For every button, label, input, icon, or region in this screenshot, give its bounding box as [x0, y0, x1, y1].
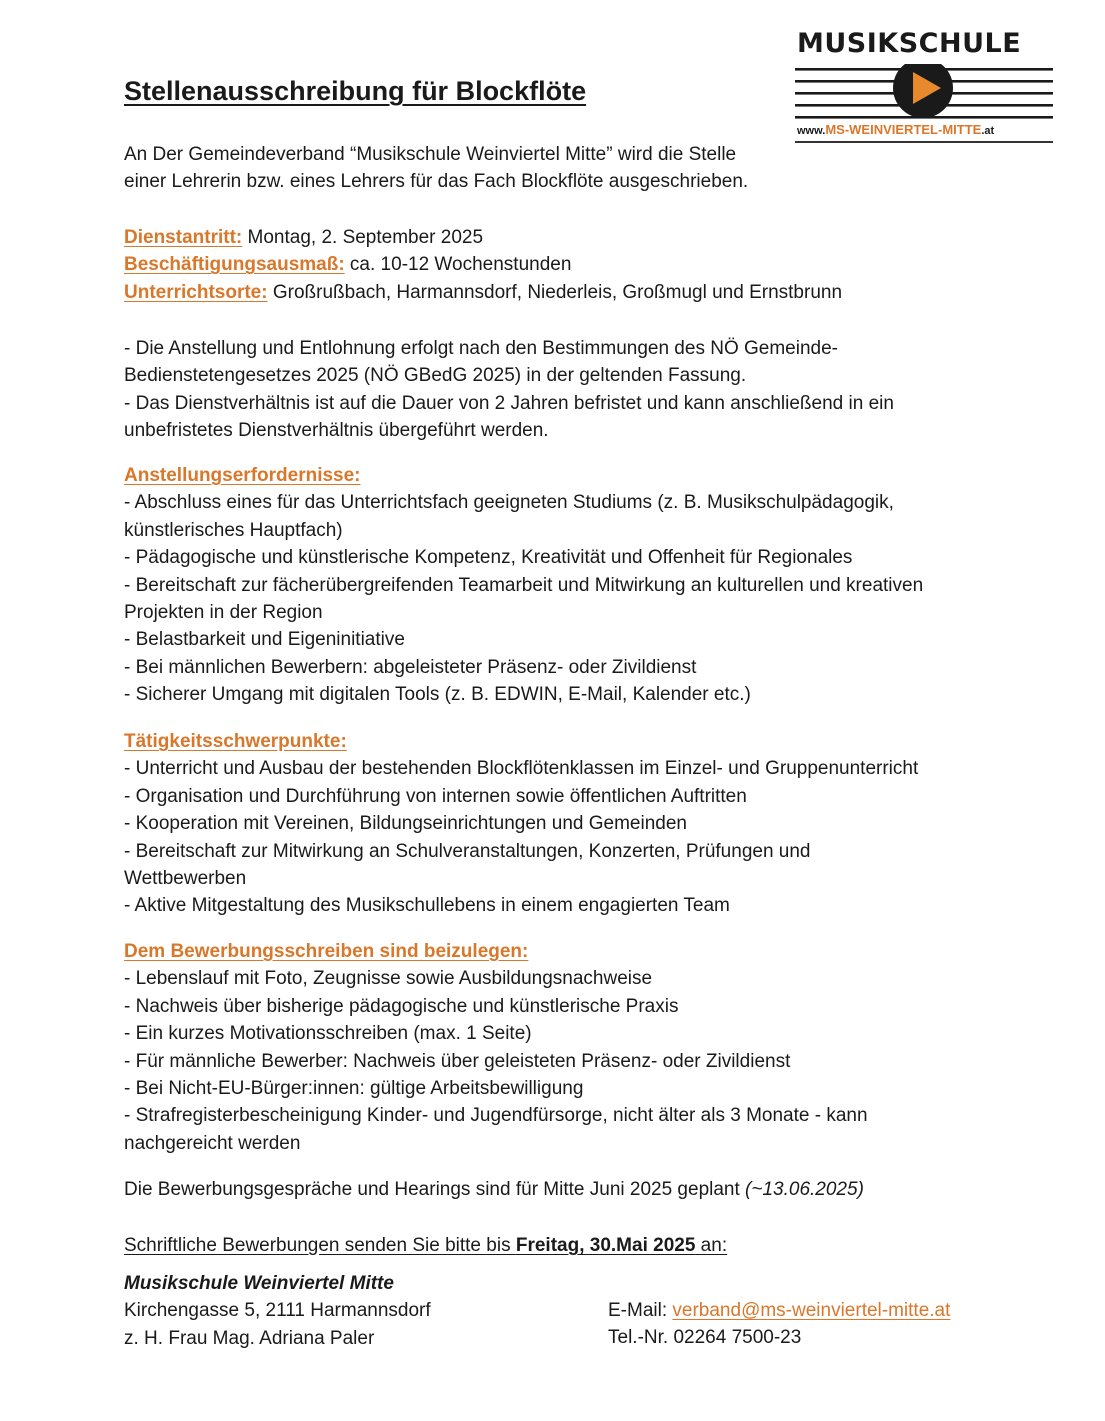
deadline-line [124, 1232, 1024, 1259]
deadline-suffix: an: [695, 1235, 728, 1256]
list-item: - Unterricht und Ausbau der bestehenden Blockflötenklassen im Einzel- und Gruppenunterricht [124, 758, 919, 780]
list-item: - Bei männlichen Bewerbern: abgeleisteter Präsenz- oder Zivildienst [124, 656, 697, 678]
fact-value: Großrußbach, Harmannsdorf, Niederleis, Großmugl und Ernstbrunn [267, 281, 843, 303]
intro-line: einer Lehrerin bzw. eines Lehrers für das Fach Blockflöte ausgeschrieben. [124, 171, 749, 193]
list-item: - Organisation und Durchführung von internen sowie öffentlichen Auftritten [124, 785, 747, 807]
list-item: Projekten in der Region [124, 602, 323, 624]
fact-label: Unterrichtsorte: [124, 281, 268, 303]
logo-wordmark: MUSIKSCHULE [797, 28, 1022, 59]
email-link[interactable]: verband@ms-weinviertel-mitte.at [672, 1300, 951, 1321]
interviews-text: Die Bewerbungsgespräche und Hearings sind für Mitte Juni 2025 geplant [124, 1179, 746, 1200]
list-item: - Belastbarkeit und Eigeninitiative [124, 629, 405, 651]
list-item: - Strafregisterbescheinigung Kinder- und Jugendfürsorge, nicht älter als 3 Monate - kann [124, 1105, 868, 1127]
intro-paragraph [124, 141, 1024, 196]
list-item: - Lebenslauf mit Foto, Zeugnisse sowie Ausbildungsnachweise [124, 968, 653, 990]
fact-label: Dienstantritt: [124, 227, 243, 248]
musikschule-logo [793, 28, 1055, 146]
contact-address [124, 1270, 584, 1352]
email-label: E-Mail: [608, 1300, 673, 1321]
list-item: Wettbewerben [124, 868, 247, 890]
condition-line: Bedienstetengesetzes 2025 (NÖ GBedG 2025) in der geltenden Fassung. [124, 365, 747, 387]
condition-line: - Die Anstellung und Entlohnung erfolgt nach den Bestimmungen des NÖ Gemeinde- [124, 338, 838, 359]
list-item: - Sicherer Umgang mit digitalen Tools (z. B. EDWIN, E-Mail, Kalender etc.) [124, 684, 751, 706]
logo-url [797, 122, 994, 137]
contact-phone: Tel.-Nr. 02264 7500-23 [608, 1327, 802, 1349]
attachments-section [124, 938, 1024, 1157]
list-item: künstlerisches Hauptfach) [124, 519, 343, 541]
logo-url-prefix: www. [797, 125, 826, 137]
fact-label: Beschäftigungsausmaß: [124, 254, 345, 276]
fact-locations [124, 279, 1024, 306]
section-heading: Dem Bewerbungsschreiben sind beizulegen: [124, 941, 529, 962]
section-heading: Tätigkeitsschwerpunkte: [124, 731, 347, 752]
fact-value: ca. 10-12 Wochenstunden [344, 254, 572, 276]
list-item: nachgereicht werden [124, 1132, 301, 1154]
fact-value: Montag, 2. September 2025 [242, 227, 484, 248]
interviews-date-note: (~13.06.2025) [745, 1179, 864, 1200]
list-item: - Pädagogische und künstlerische Kompetenz, Kreativität und Offenheit für Regionales [124, 547, 853, 569]
play-icon [893, 64, 953, 118]
facts-block [124, 224, 1024, 306]
page-title: Stellenausschreibung für Blockflöte [124, 76, 587, 106]
intro-line: An Der Gemeindeverband “Musikschule Weinviertel Mitte” wird die Stelle [124, 144, 737, 165]
list-item: - Bereitschaft zur fächerübergreifenden Teamarbeit und Mitwirkung an kulturellen und kreativen [124, 574, 924, 596]
fact-start-date [124, 224, 1024, 251]
deadline-text [124, 1232, 1024, 1259]
logo-url-suffix: .at [981, 125, 995, 137]
deadline-prefix: Schriftliche Bewerbungen senden Sie bitte bis [124, 1235, 516, 1256]
contact-email-line [608, 1297, 950, 1324]
fact-hours [124, 251, 1024, 278]
list-item: - Abschluss eines für das Unterrichtsfach geeigneten Studiums (z. B. Musikschulpädagogik, [124, 492, 894, 514]
section-heading: Anstellungserfordernisse: [124, 465, 361, 486]
list-item: - Bei Nicht-EU-Bürger:innen: gültige Arbeitsbewilligung [124, 1078, 584, 1100]
condition-line: - Das Dienstverhältnis ist auf die Dauer von 2 Jahren befristet und kann anschließend in ein [124, 392, 894, 414]
logo-staff-lines [795, 64, 1053, 130]
list-item: - Aktive Mitgestaltung des Musikschullebens in einem engagierten Team [124, 895, 730, 917]
logo-url-main: MS-WEINVIERTEL-MITTE [825, 122, 982, 137]
deadline-date: Freitag, 30.Mai 2025 [515, 1235, 696, 1256]
contact-attn: z. H. Frau Mag. Adriana Paler [124, 1327, 375, 1349]
list-item: - Bereitschaft zur Mitwirkung an Schulveranstaltungen, Konzerten, Prüfungen und [124, 840, 811, 862]
list-item: - Nachweis über bisherige pädagogische und künstlerische Praxis [124, 995, 679, 1017]
contact-details [608, 1297, 950, 1352]
list-item: - Für männliche Bewerber: Nachweis über geleisteten Präsenz- oder Zivildienst [124, 1050, 791, 1072]
conditions-block [124, 335, 1024, 445]
list-item: - Ein kurzes Motivationsschreiben (max. 1 Seite) [124, 1023, 532, 1045]
interviews-note [124, 1176, 1024, 1203]
duties-section [124, 728, 1024, 920]
contact-name: Musikschule Weinviertel Mitte [124, 1273, 394, 1294]
interviews-line [124, 1176, 1024, 1203]
list-item: - Kooperation mit Vereinen, Bildungseinrichtungen und Gemeinden [124, 813, 687, 835]
requirements-section [124, 462, 1024, 709]
condition-line: unbefristetes Dienstverhältnis übergeführt werden. [124, 420, 549, 442]
contact-street: Kirchengasse 5, 2111 Harmannsdorf [124, 1300, 431, 1322]
